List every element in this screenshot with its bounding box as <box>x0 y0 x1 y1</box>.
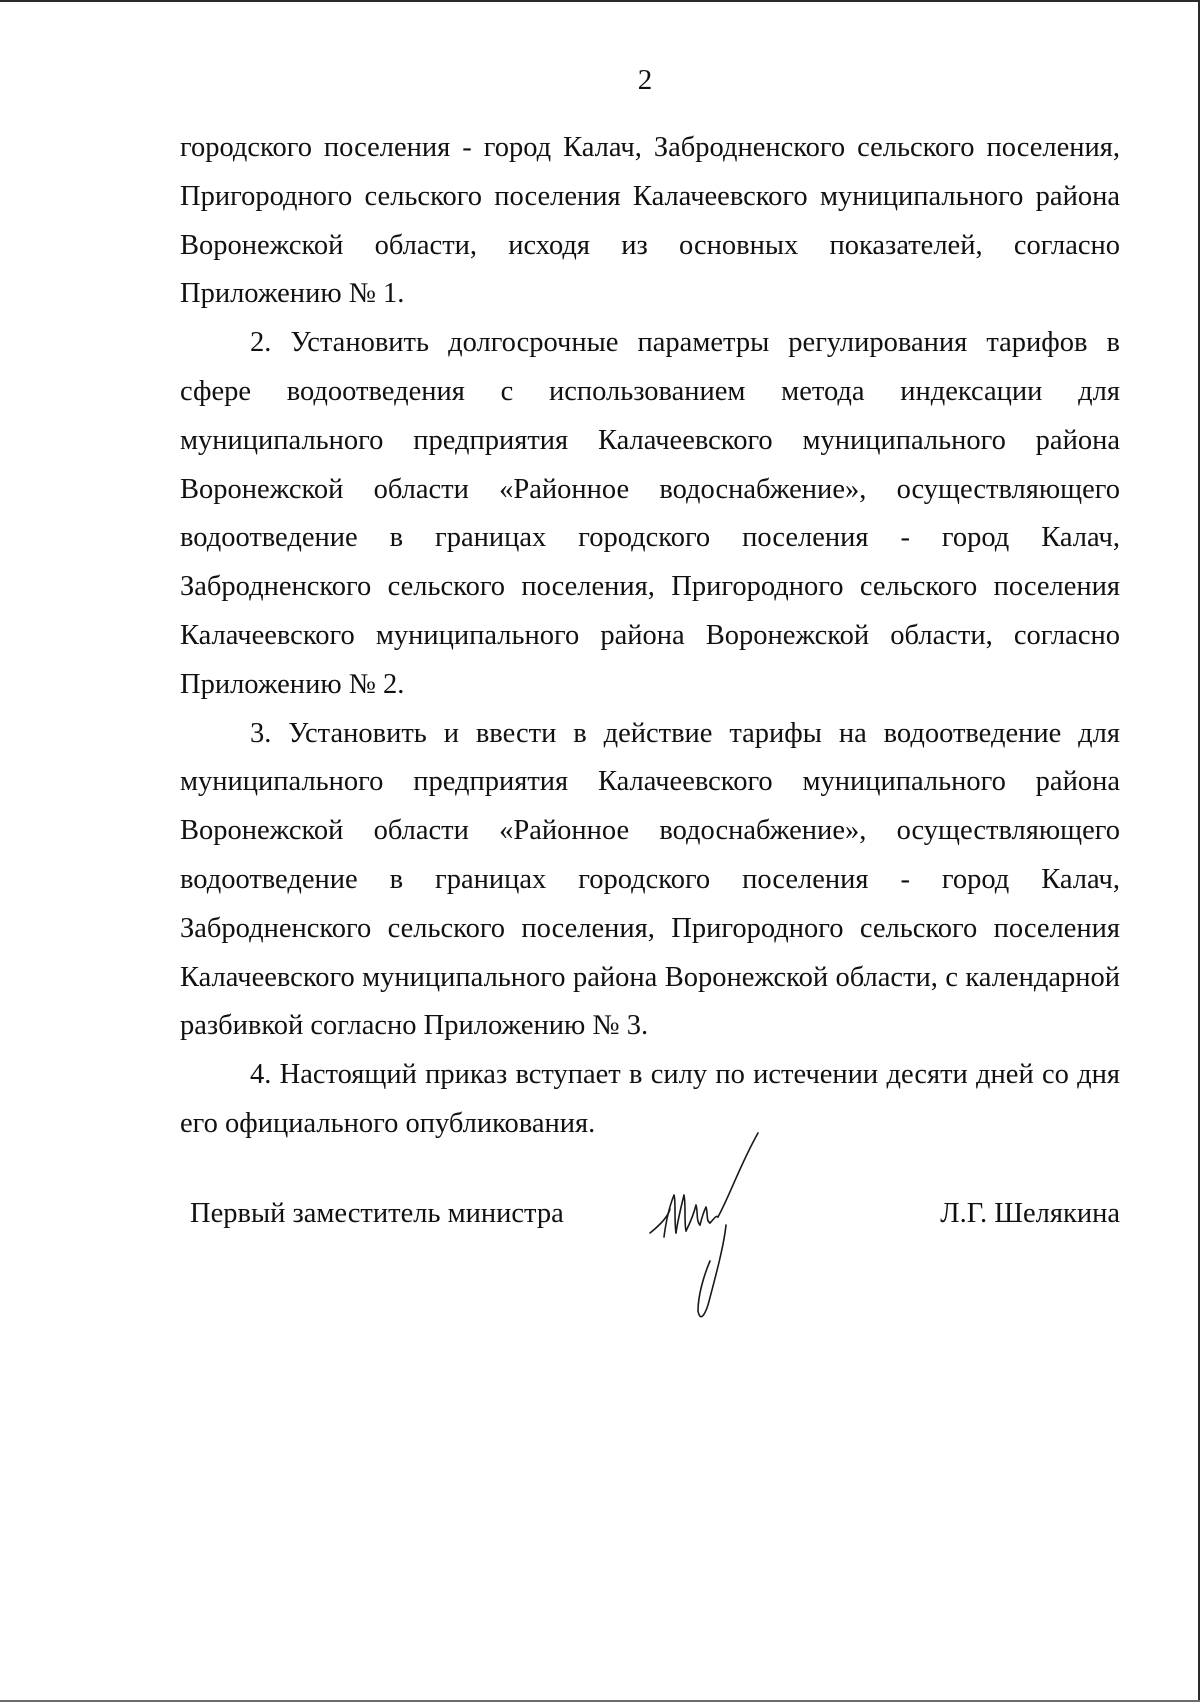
paragraph-item-4: 4. Настоящий приказ вступает в силу по истечении десяти дней со дня его официального опубликования. <box>180 1059 1120 1139</box>
page-number: 2 <box>637 64 653 96</box>
handwritten-signature <box>640 1125 800 1325</box>
scan-edge-top <box>0 0 1200 2</box>
body-text <box>180 124 1120 1149</box>
signer-position: Первый заместитель министра <box>190 1198 564 1229</box>
paragraph-item-2: 2. Установить долгосрочные параметры регулирования тарифов в сфере водоотведения с использованием метода индексации для муниципального предприятия Калачеевского муниципального района Воронежской области «Районное водоснабжение», осуществляющего водоотведение в границах городского поселения - город Калач, Забродненского сельского поселения, Пригородного сельского поселения Калачеевского муниципального района Воронежской области, согласно Приложению № 2. <box>180 327 1120 700</box>
paragraph-item-3: 3. Установить и ввести в действие тарифы на водоотведение для муниципального предприятия Калачеевского муниципального района Воронежской области «Районное водоснабжение», осуществляющего водоотведение в границах городского поселения - город Калач, Забродненского сельского поселения, Пригородного сельского поселения Калачеевского муниципального района Воронежской области, с календарной разбивкой согласно Приложению № 3. <box>180 717 1120 1042</box>
paragraph-continuation: городского поселения - город Калач, Забродненского сельского поселения, Пригородного сельского поселения Калачеевского муниципального района Воронежской области, исходя из основных показателей, согласно Приложению № 1. <box>180 132 1120 310</box>
signer-name: Л.Г. Шелякина <box>940 1198 1120 1229</box>
